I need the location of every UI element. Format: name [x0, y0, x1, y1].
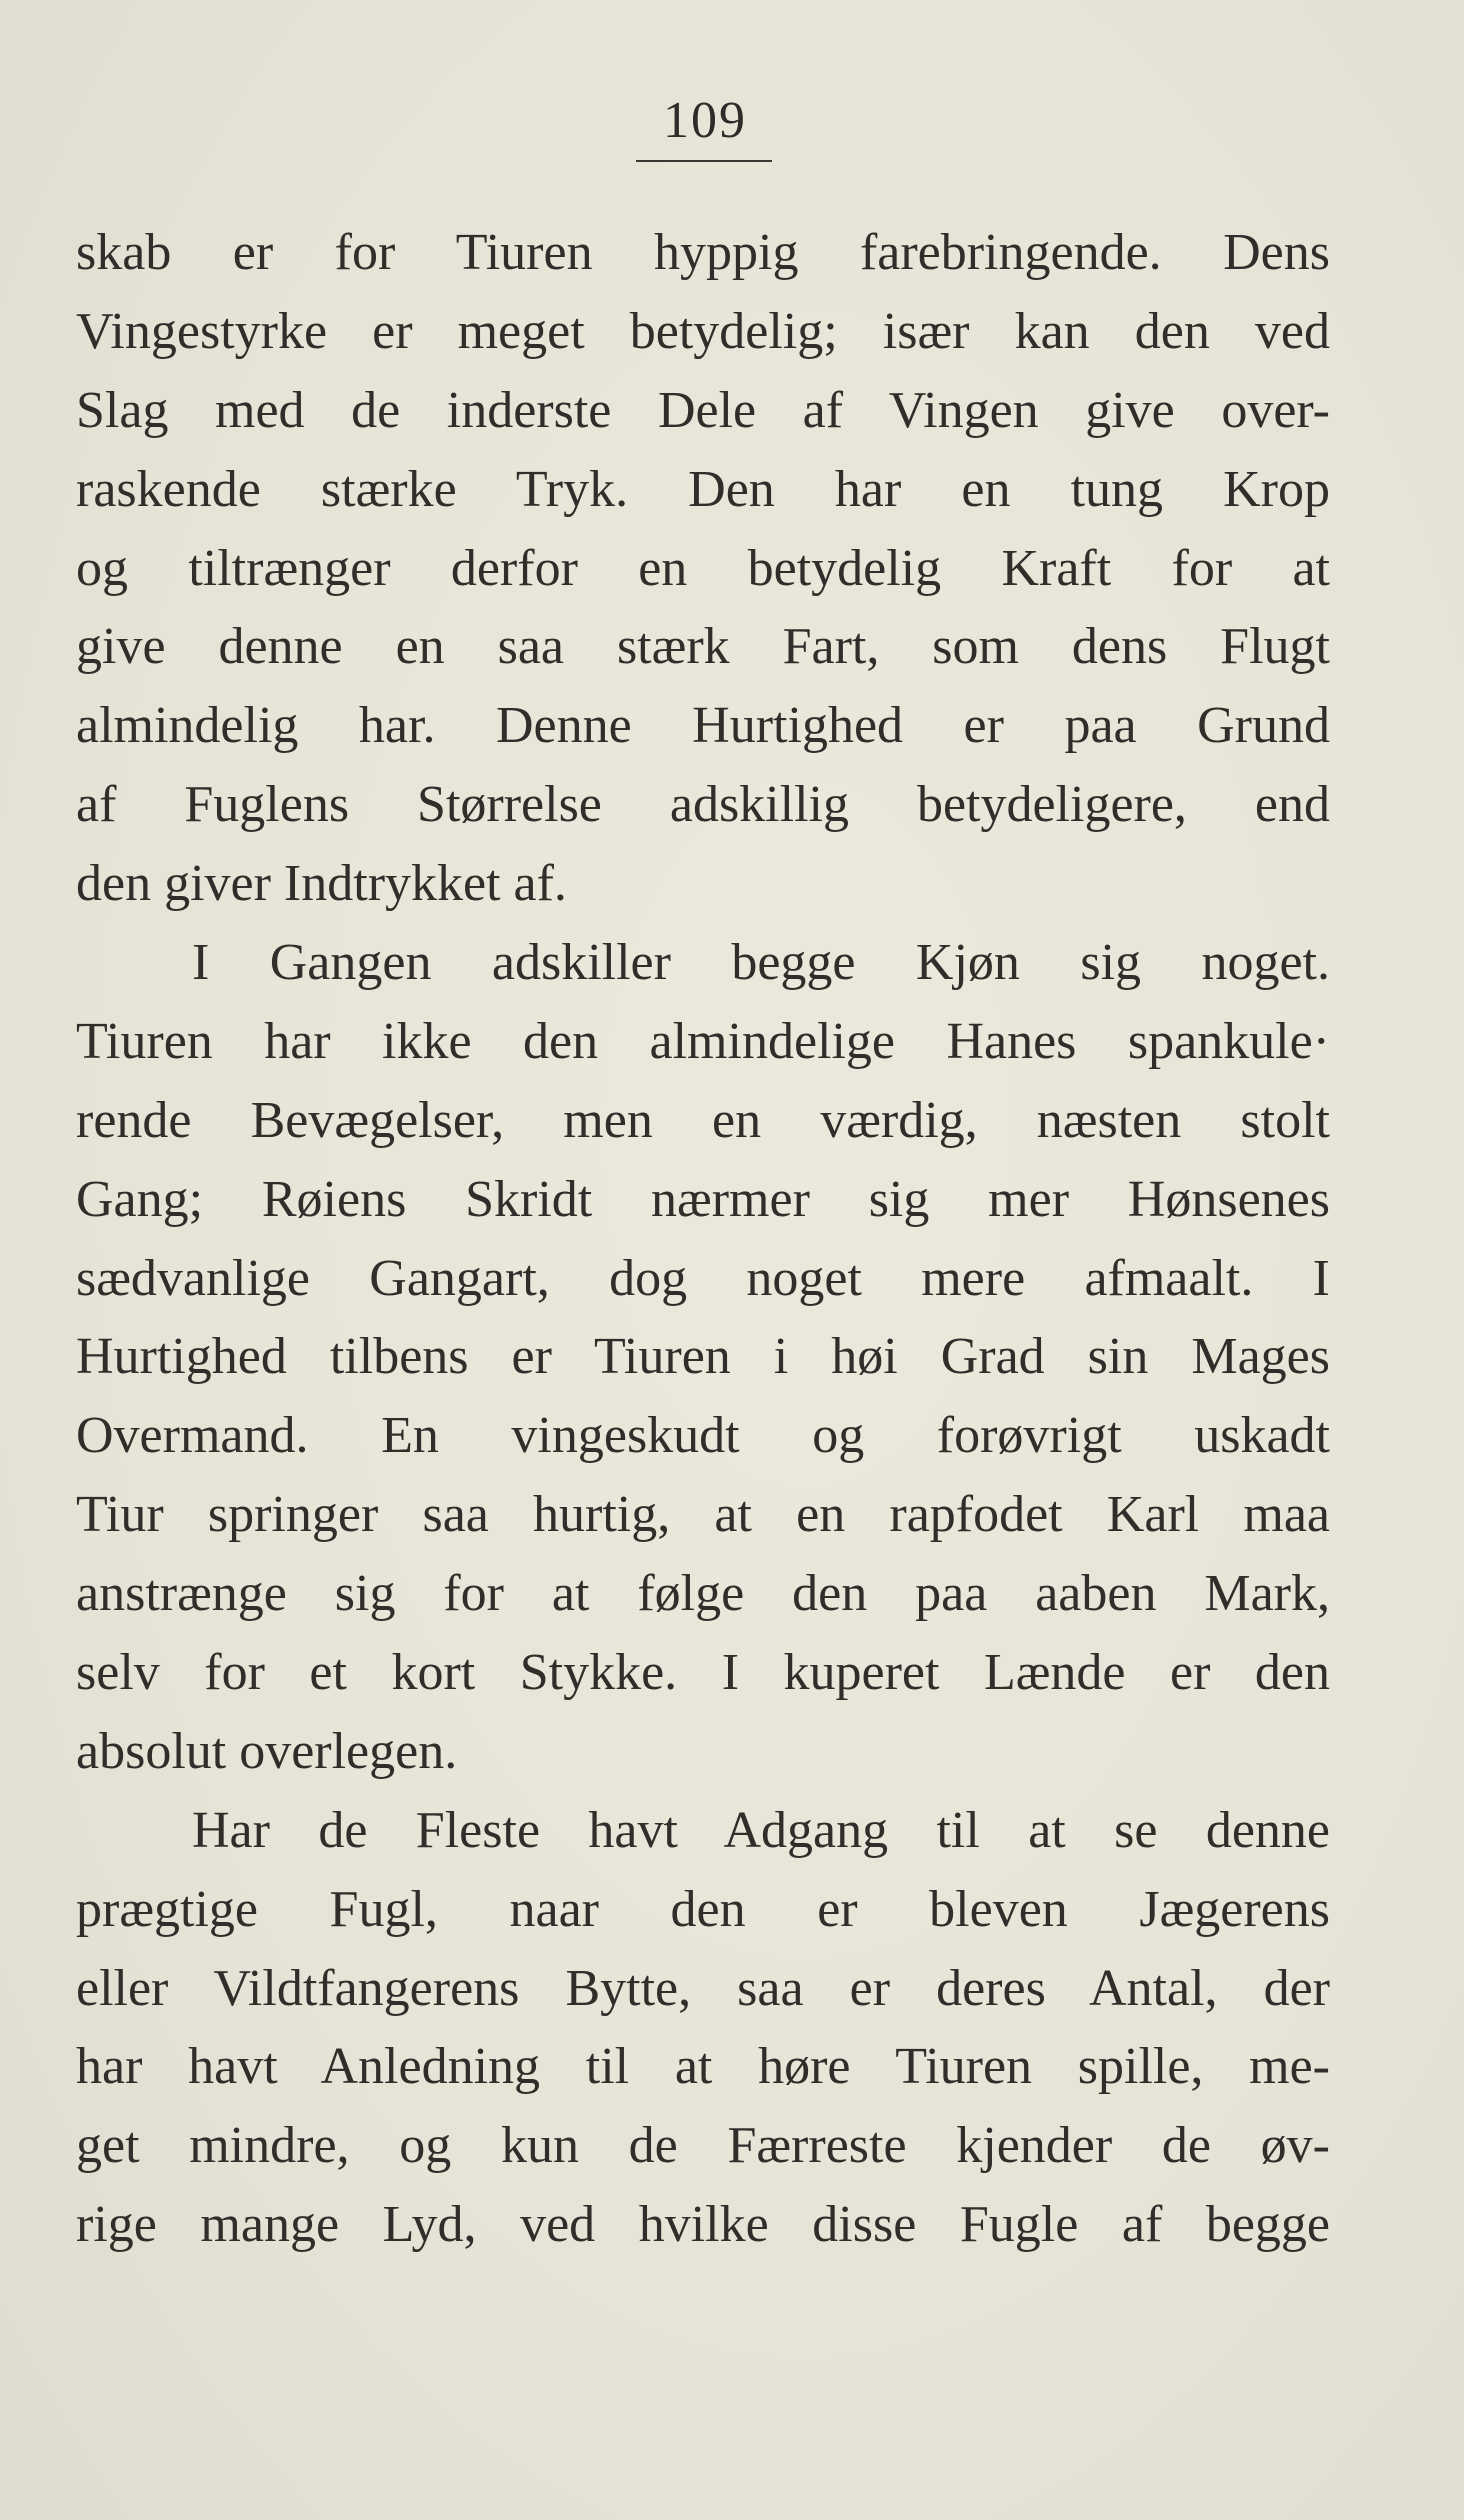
text-line: og tiltrænger derfor en betydelig Kraft for at — [76, 539, 1330, 597]
text-line: Slag med de inderste Dele af Vingen give over- — [76, 381, 1330, 439]
text-line-paragraph-start: I Gangen adskiller begge Kjøn sig noget. — [192, 934, 1330, 992]
text-line-paragraph-end: den giver Indtrykket af. — [76, 855, 567, 913]
text-line: get mindre, og kun de Færreste kjender de øv- — [76, 2117, 1330, 2175]
text-line: rige mange Lyd, ved hvilke disse Fugle af begge — [76, 2196, 1330, 2254]
text-line: anstrænge sig for at følge den paa aaben Mark, — [76, 1565, 1330, 1623]
text-line-paragraph-start: Har de Fleste havt Adgang til at se denne — [192, 1801, 1330, 1859]
text-line: prægtige Fugl, naar den er bleven Jægerens — [76, 1880, 1330, 1938]
text-line: raskende stærke Tryk. Den har en tung Krop — [76, 460, 1330, 518]
text-line: selv for et kort Stykke. I kuperet Lænde er den — [76, 1644, 1330, 1702]
text-line: rende Bevægelser, men en værdig, næsten stolt — [76, 1091, 1330, 1149]
text-line: Hurtighed tilbens er Tiuren i høi Grad sin Mages — [76, 1328, 1330, 1386]
text-line: almindelig har. Denne Hurtighed er paa Grund — [76, 697, 1330, 755]
text-line: Vingestyrke er meget betydelig; især kan den ved — [76, 302, 1330, 360]
body-text — [76, 214, 1330, 2265]
text-line: eller Vildtfangerens Bytte, saa er deres Antal, der — [76, 1959, 1330, 2017]
text-line: sædvanlige Gangart, dog noget mere afmaalt. I — [76, 1249, 1330, 1307]
text-line: Tiur springer saa hurtig, at en rapfodet Karl maa — [76, 1486, 1330, 1544]
text-line: Tiuren har ikke den almindelige Hanes spankule· — [76, 1012, 1330, 1070]
text-line: har havt Anledning til at høre Tiuren spille, me- — [76, 2038, 1330, 2096]
text-line: Overmand. En vingeskudt og forøvrigt uskadt — [76, 1407, 1330, 1465]
page-number: 109 — [663, 92, 747, 149]
text-line: give denne en saa stærk Fart, som dens Flugt — [76, 618, 1330, 676]
text-line: skab er for Tiuren hyppig farebringende. Dens — [76, 224, 1330, 281]
text-line: Gang; Røiens Skridt nærmer sig mer Hønsenes — [76, 1170, 1330, 1228]
text-line-paragraph-end: absolut overlegen. — [76, 1722, 458, 1780]
text-line: af Fuglens Størrelse adskillig betydeligere, end — [76, 776, 1330, 834]
page-number-rule — [636, 160, 772, 162]
